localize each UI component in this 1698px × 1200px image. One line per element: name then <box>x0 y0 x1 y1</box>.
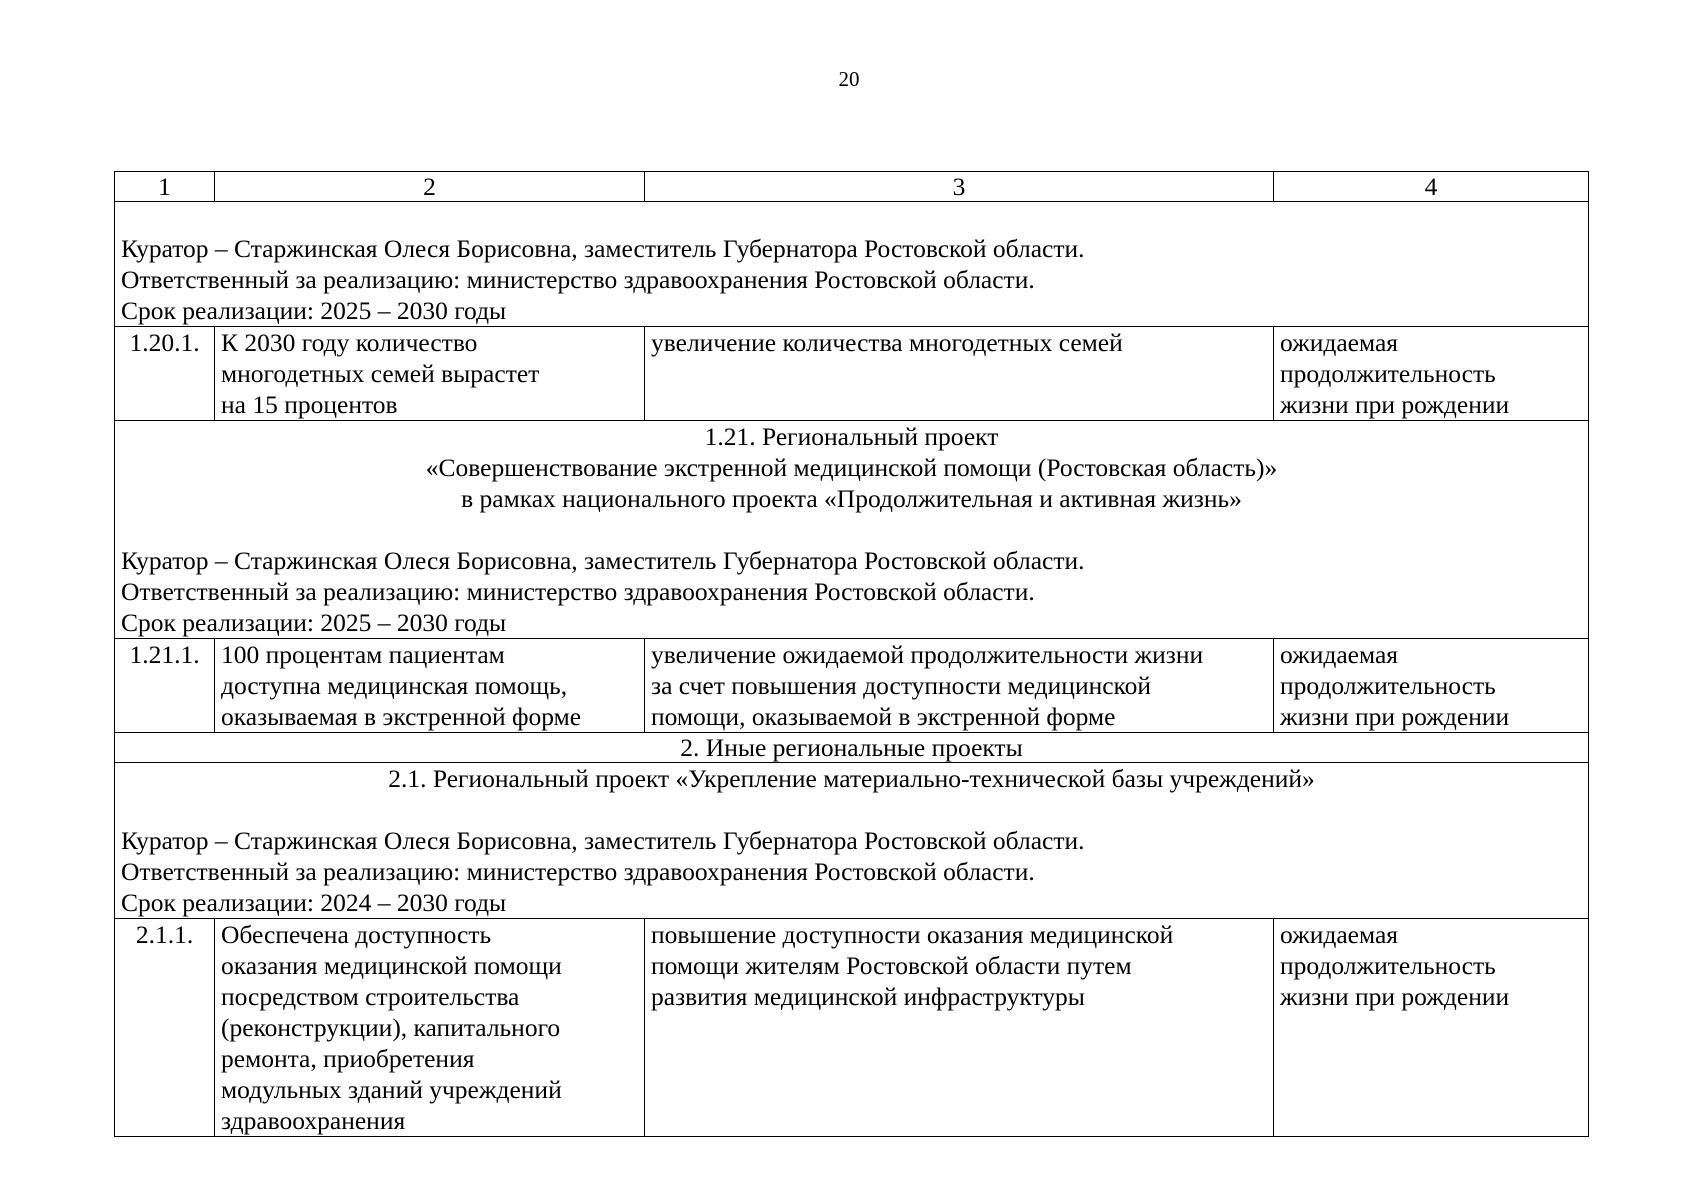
link-cell: ожидаемая продолжительность жизни при рождении <box>1274 327 1589 421</box>
period-text: Срок реализации: 2025 – 2030 годы <box>121 296 507 325</box>
section-heading: 2. Иные региональные проекты <box>115 733 1589 763</box>
task-cell: Обеспечена доступность оказания медицинской помощи посредством строительства (реконструкции), капитального ремонта, приобретения модульных зданий учреждений здравоохранения <box>215 919 645 1137</box>
table-row <box>115 639 1589 733</box>
project-info-row <box>115 202 1589 327</box>
project-info-block <box>115 763 1589 919</box>
task-cell: 100 процентам пациентам доступна медицинская помощь, оказываемая в экстренной форме <box>215 639 645 733</box>
table-row <box>115 327 1589 421</box>
column-header-4: 4 <box>1274 172 1589 202</box>
curator-text: Куратор – Старжинская Олеся Борисовна, заместитель Губернатора Ростовской области. <box>121 546 1085 575</box>
project-title-line: в рамках национального проекта «Продолжительная и активная жизнь» <box>461 484 1242 513</box>
column-header-row <box>115 172 1589 202</box>
curator-text: Куратор – Старжинская Олеся Борисовна, заместитель Губернатора Ростовской области. <box>121 826 1085 855</box>
link-cell: ожидаемая продолжительность жизни при рождении <box>1274 639 1589 733</box>
project-title-line: «Совершенствование экстренной медицинской помощи (Ростовская область)» <box>425 453 1278 482</box>
responsible-text: Ответственный за реализацию: министерство здравоохранения Ростовской области. <box>121 577 1035 606</box>
page-number: 20 <box>838 67 860 91</box>
responsible-text: Ответственный за реализацию: министерство здравоохранения Ростовской области. <box>121 857 1035 886</box>
project-table <box>114 171 1589 1137</box>
row-number: 2.1.1. <box>115 919 215 1137</box>
period-text: Срок реализации: 2025 – 2030 годы <box>121 608 507 637</box>
project-info-row <box>115 421 1589 639</box>
characteristic-cell: увеличение ожидаемой продолжительности жизни за счет повышения доступности медицинской помощи, оказываемой в экстренной форме <box>645 639 1274 733</box>
section-heading-row <box>115 733 1589 763</box>
project-title-line: 2.1. Региональный проект «Укрепление материально-технической базы учреждений» <box>388 764 1315 793</box>
column-header-1: 1 <box>115 172 215 202</box>
link-cell: ожидаемая продолжительность жизни при рождении <box>1274 919 1589 1137</box>
curator-text: Куратор – Старжинская Олеся Борисовна, заместитель Губернатора Ростовской области. <box>121 234 1085 263</box>
project-info-row <box>115 763 1589 919</box>
column-header-3: 3 <box>645 172 1274 202</box>
responsible-text: Ответственный за реализацию: министерство здравоохранения Ростовской области. <box>121 265 1035 294</box>
characteristic-cell: увеличение количества многодетных семей <box>645 327 1274 421</box>
table-row <box>115 919 1589 1137</box>
project-title-line: 1.21. Региональный проект <box>704 422 999 451</box>
project-info-block <box>115 202 1589 327</box>
project-info-block <box>115 421 1589 639</box>
row-number: 1.20.1. <box>115 327 215 421</box>
characteristic-cell: повышение доступности оказания медицинской помощи жителям Ростовской области путем развития медицинской инфраструктуры <box>645 919 1274 1137</box>
period-text: Срок реализации: 2024 – 2030 годы <box>121 888 507 917</box>
task-cell: К 2030 году количество многодетных семей вырастет на 15 процентов <box>215 327 645 421</box>
row-number: 1.21.1. <box>115 639 215 733</box>
column-header-2: 2 <box>215 172 645 202</box>
